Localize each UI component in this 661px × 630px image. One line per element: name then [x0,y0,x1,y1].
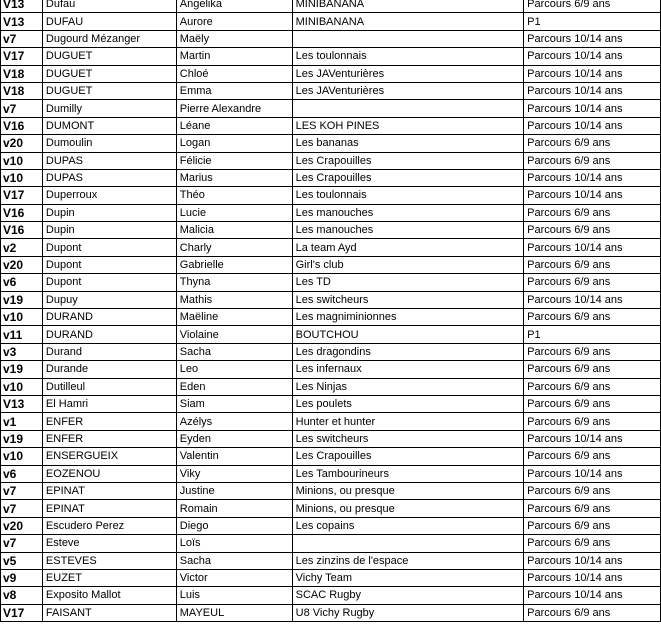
cell-nom[interactable]: Dupin [42,204,176,221]
cell-nom[interactable]: ENSERGUEIX [42,448,176,465]
cell-equipe[interactable]: Les switcheurs [292,430,524,447]
cell-prenom[interactable]: Azélys [176,413,292,430]
cell-prenom[interactable]: Diego [176,517,292,534]
cell-prenom[interactable]: Viky [176,465,292,482]
cell-parcours[interactable]: Parcours 10/14 ans [524,82,661,99]
cell-parcours[interactable]: Parcours 6/9 ans [524,204,661,221]
cell-parcours[interactable]: Parcours 10/14 ans [524,48,661,65]
cell-equipe[interactable]: Les toulonnais [292,187,524,204]
table-row [1,500,661,517]
cell-prenom[interactable]: Luis [176,587,292,604]
cell-parcours[interactable]: Parcours 10/14 ans [524,239,661,256]
cell-prenom[interactable]: Thyna [176,274,292,291]
cell-prenom[interactable]: Eyden [176,430,292,447]
cell-prenom[interactable]: Eden [176,378,292,395]
cell-parcours[interactable]: Parcours 10/14 ans [524,291,661,308]
cell-prenom[interactable]: Angelika [176,0,292,13]
cell-vague[interactable]: V17 [1,48,43,65]
table-row [1,30,661,47]
cell-equipe[interactable]: Les JAVenturières [292,65,524,82]
cell-prenom[interactable]: Emma [176,82,292,99]
cell-nom[interactable]: Dugourd Mézanger [42,30,176,47]
cell-equipe[interactable]: Les poulets [292,395,524,412]
table-row [1,482,661,499]
cell-parcours[interactable]: Parcours 10/14 ans [524,465,661,482]
cell-equipe[interactable] [292,100,524,117]
cell-parcours[interactable]: Parcours 10/14 ans [524,117,661,134]
table-row [1,100,661,117]
cell-nom[interactable]: DURAND [42,309,176,326]
cell-nom[interactable]: EPINAT [42,500,176,517]
cell-parcours[interactable]: Parcours 6/9 ans [524,222,661,239]
cell-parcours[interactable]: Parcours 6/9 ans [524,517,661,534]
cell-parcours[interactable]: Parcours 6/9 ans [524,395,661,412]
cell-prenom[interactable]: Justine [176,482,292,499]
cell-nom[interactable]: DUPAS [42,169,176,186]
cell-prenom[interactable]: Sacha [176,343,292,360]
table-row [1,117,661,134]
cell-vague[interactable]: V18 [1,82,43,99]
cell-parcours[interactable]: Parcours 10/14 ans [524,569,661,586]
cell-equipe[interactable]: LES KOH PINES [292,117,524,134]
cell-vague[interactable]: v20 [1,135,43,152]
cell-parcours[interactable]: Parcours 6/9 ans [524,361,661,378]
cell-prenom[interactable]: Leo [176,361,292,378]
cell-nom[interactable]: DUMONT [42,117,176,134]
table-row [1,448,661,465]
cell-parcours[interactable]: Parcours 6/9 ans [524,378,661,395]
cell-nom[interactable]: Duperroux [42,187,176,204]
cell-nom[interactable]: Esteve [42,535,176,552]
cell-prenom[interactable]: Loïs [176,535,292,552]
cell-nom[interactable]: EPINAT [42,482,176,499]
cell-parcours[interactable]: Parcours 10/14 ans [524,430,661,447]
cell-vague[interactable]: v9 [1,569,43,586]
cell-vague[interactable]: v10 [1,309,43,326]
cell-vague[interactable]: v20 [1,517,43,534]
cell-vague[interactable]: v19 [1,291,43,308]
table-row [1,535,661,552]
cell-nom[interactable]: DUGUET [42,82,176,99]
cell-equipe[interactable]: Les switcheurs [292,291,524,308]
cell-equipe[interactable]: La team Ayd [292,239,524,256]
table-row [1,239,661,256]
cell-equipe[interactable] [292,535,524,552]
cell-nom[interactable]: Dupin [42,222,176,239]
cell-prenom[interactable]: Mathis [176,291,292,308]
table-row [1,152,661,169]
cell-nom[interactable]: Dupont [42,274,176,291]
cell-prenom[interactable]: Léane [176,117,292,134]
cell-equipe[interactable]: U8 Vichy Rugby [292,604,524,621]
cell-prenom[interactable]: Valentin [176,448,292,465]
cell-nom[interactable]: Dumilly [42,100,176,117]
cell-prenom[interactable]: Pierre Alexandre [176,100,292,117]
cell-parcours[interactable]: Parcours 6/9 ans [524,0,661,13]
cell-nom[interactable]: Dumoulin [42,135,176,152]
table-row [1,169,661,186]
cell-nom[interactable]: Dutilleul [42,378,176,395]
table-row [1,326,661,343]
table-row [1,309,661,326]
cell-prenom[interactable]: Aurore [176,13,292,30]
cell-nom[interactable]: EUZET [42,569,176,586]
cell-prenom[interactable]: Maëly [176,30,292,47]
cell-parcours[interactable]: Parcours 6/9 ans [524,500,661,517]
table-row [1,13,661,30]
cell-equipe[interactable]: Les magniminionnes [292,309,524,326]
table-row [1,65,661,82]
cell-nom[interactable]: EOZENOU [42,465,176,482]
cell-equipe[interactable]: Les TD [292,274,524,291]
table-row [1,48,661,65]
cell-parcours[interactable]: Parcours 6/9 ans [524,448,661,465]
table-row [1,222,661,239]
cell-vague[interactable]: v10 [1,448,43,465]
cell-nom[interactable]: ENFER [42,413,176,430]
cell-parcours[interactable]: Parcours 6/9 ans [524,152,661,169]
cell-equipe[interactable]: Les Ninjas [292,378,524,395]
cell-vague[interactable]: v10 [1,152,43,169]
cell-prenom[interactable]: Chloé [176,65,292,82]
cell-equipe[interactable]: BOUTCHOU [292,326,524,343]
cell-equipe[interactable]: Minions, ou presque [292,500,524,517]
cell-prenom[interactable]: Charly [176,239,292,256]
cell-prenom[interactable]: Sacha [176,552,292,569]
cell-vague[interactable]: V18 [1,65,43,82]
table-row [1,378,661,395]
cell-equipe[interactable]: Les Crapouilles [292,152,524,169]
cell-vague[interactable]: v5 [1,552,43,569]
table-row [1,465,661,482]
cell-nom[interactable]: Exposito Mallot [42,587,176,604]
cell-vague[interactable]: v7 [1,100,43,117]
cell-equipe[interactable]: Les bananas [292,135,524,152]
cell-parcours[interactable]: Parcours 6/9 ans [524,309,661,326]
cell-vague[interactable]: v19 [1,430,43,447]
table-row [1,135,661,152]
cell-equipe[interactable]: Hunter et hunter [292,413,524,430]
cell-nom[interactable]: Escudero Perez [42,517,176,534]
cell-parcours[interactable]: Parcours 10/14 ans [524,65,661,82]
table-row [1,604,661,621]
cell-nom[interactable]: FAISANT [42,604,176,621]
table-row [1,587,661,604]
cell-equipe[interactable]: Les copains [292,517,524,534]
table-row [1,0,661,13]
table-row [1,256,661,273]
table-row [1,187,661,204]
cell-prenom[interactable]: Marius [176,169,292,186]
cell-parcours[interactable]: Parcours 6/9 ans [524,274,661,291]
cell-parcours[interactable]: Parcours 10/14 ans [524,187,661,204]
cell-prenom[interactable]: Romain [176,500,292,517]
cell-parcours[interactable]: P1 [524,326,661,343]
cell-equipe[interactable]: Les manouches [292,204,524,221]
cell-equipe[interactable]: Les JAVenturières [292,82,524,99]
cell-vague[interactable]: v10 [1,378,43,395]
cell-nom[interactable]: Dupont [42,239,176,256]
cell-equipe[interactable]: Vichy Team [292,569,524,586]
cell-vague[interactable]: V13 [1,13,43,30]
cell-prenom[interactable]: Théo [176,187,292,204]
cell-nom[interactable]: El Hamri [42,395,176,412]
table-row [1,517,661,534]
table-row [1,274,661,291]
cell-nom[interactable]: DUFAU [42,13,176,30]
cell-vague[interactable]: V13 [1,0,43,13]
table-row [1,552,661,569]
cell-parcours[interactable]: Parcours 10/14 ans [524,30,661,47]
cell-parcours[interactable]: Parcours 6/9 ans [524,256,661,273]
cell-vague[interactable]: v11 [1,326,43,343]
cell-vague[interactable]: v3 [1,343,43,360]
cell-prenom[interactable]: Siam [176,395,292,412]
cell-prenom[interactable]: Lucie [176,204,292,221]
cell-parcours[interactable]: Parcours 6/9 ans [524,482,661,499]
cell-nom[interactable]: DUGUET [42,65,176,82]
cell-prenom[interactable]: Victor [176,569,292,586]
cell-prenom[interactable]: Logan [176,135,292,152]
cell-prenom[interactable]: Gabrielle [176,256,292,273]
table-body [1,0,661,622]
cell-vague[interactable]: V16 [1,117,43,134]
cell-parcours[interactable]: Parcours 10/14 ans [524,169,661,186]
cell-nom[interactable]: Dupont [42,256,176,273]
cell-vague[interactable]: v1 [1,413,43,430]
cell-equipe[interactable]: MINIBANANA [292,0,524,13]
cell-vague[interactable]: v7 [1,535,43,552]
cell-nom[interactable]: Dupuy [42,291,176,308]
cell-equipe[interactable]: Les toulonnais [292,48,524,65]
cell-parcours[interactable]: Parcours 10/14 ans [524,552,661,569]
table-row [1,82,661,99]
cell-vague[interactable]: V16 [1,204,43,221]
cell-vague[interactable]: v7 [1,30,43,47]
cell-vague[interactable]: V17 [1,604,43,621]
table-row [1,569,661,586]
cell-prenom[interactable]: Malicia [176,222,292,239]
cell-nom[interactable]: Durand [42,343,176,360]
cell-vague[interactable]: v7 [1,500,43,517]
cell-nom[interactable]: DUGUET [42,48,176,65]
table-row [1,361,661,378]
cell-equipe[interactable]: Les manouches [292,222,524,239]
cell-vague[interactable]: v20 [1,256,43,273]
cell-equipe[interactable]: Girl's club [292,256,524,273]
cell-prenom[interactable]: Félicie [176,152,292,169]
cell-equipe[interactable]: Les Crapouilles [292,169,524,186]
cell-vague[interactable]: v2 [1,239,43,256]
cell-vague[interactable]: v19 [1,361,43,378]
cell-equipe[interactable]: MINIBANANA [292,13,524,30]
cell-nom[interactable]: DUPAS [42,152,176,169]
cell-parcours[interactable]: Parcours 10/14 ans [524,587,661,604]
cell-parcours[interactable]: Parcours 6/9 ans [524,535,661,552]
table-row [1,413,661,430]
cell-equipe[interactable]: SCAC Rugby [292,587,524,604]
cell-nom[interactable]: ESTEVES [42,552,176,569]
table-row [1,291,661,308]
cell-prenom[interactable]: Maëline [176,309,292,326]
cell-vague[interactable]: v7 [1,482,43,499]
cell-prenom[interactable]: Violaine [176,326,292,343]
cell-vague[interactable]: v6 [1,274,43,291]
cell-prenom[interactable]: MAYEUL [176,604,292,621]
cell-nom[interactable]: Durande [42,361,176,378]
cell-nom[interactable]: ENFER [42,430,176,447]
cell-nom[interactable]: DURAND [42,326,176,343]
cell-equipe[interactable]: Les dragondins [292,343,524,360]
cell-vague[interactable]: v6 [1,465,43,482]
cell-vague[interactable]: V16 [1,222,43,239]
cell-parcours[interactable]: P1 [524,13,661,30]
cell-vague[interactable]: V17 [1,187,43,204]
cell-parcours[interactable]: Parcours 6/9 ans [524,343,661,360]
cell-equipe[interactable]: Les Tambourineurs [292,465,524,482]
table-row [1,204,661,221]
cell-nom[interactable]: Dufau [42,0,176,13]
table-row [1,395,661,412]
cell-equipe[interactable]: Les infernaux [292,361,524,378]
cell-prenom[interactable]: Martin [176,48,292,65]
cell-vague[interactable]: v10 [1,169,43,186]
cell-vague[interactable]: V13 [1,395,43,412]
cell-equipe[interactable]: Les zinzins de l'espace [292,552,524,569]
table-row [1,343,661,360]
cell-vague[interactable]: v8 [1,587,43,604]
cell-equipe[interactable]: Les Crapouilles [292,448,524,465]
cell-parcours[interactable]: Parcours 6/9 ans [524,135,661,152]
cell-parcours[interactable]: Parcours 6/9 ans [524,604,661,621]
cell-parcours[interactable]: Parcours 10/14 ans [524,100,661,117]
cell-equipe[interactable]: Minions, ou presque [292,482,524,499]
table-row [1,430,661,447]
cell-parcours[interactable]: Parcours 6/9 ans [524,413,661,430]
cell-equipe[interactable] [292,30,524,47]
